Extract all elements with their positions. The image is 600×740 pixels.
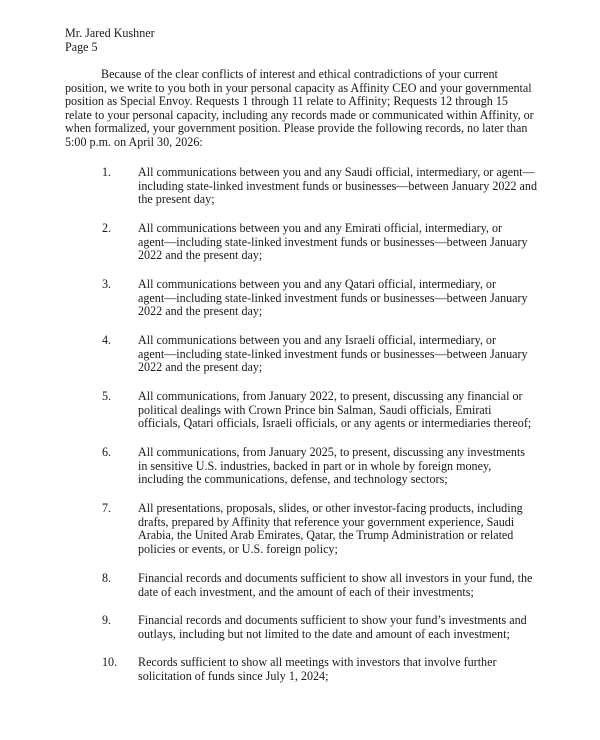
intro-line: when formalized, your government position. Please provide the following records, no later than — [65, 121, 528, 136]
request-line: Arabia, the United Arab Emirates, Qatar, the Trump Administration or related — [138, 528, 514, 543]
request-number: 7. — [102, 501, 112, 515]
page-number: Page 5 — [65, 39, 98, 54]
request-line: All communications between you and any Israeli official, intermediary, or — [138, 333, 496, 347]
request-text — [138, 614, 558, 641]
request-line: including the communications, defense, and technology sectors; — [138, 472, 448, 487]
request-line: All presentations, proposals, slides, or other investor-facing products, including — [138, 501, 523, 515]
request-line: Financial records and documents sufficient to show your fund’s investments and — [138, 613, 527, 627]
request-line: drafts, prepared by Affinity that reference your government experience, Saudi — [138, 514, 515, 529]
request-line: All communications between you and any Emirati official, intermediary, or — [138, 221, 503, 235]
request-number: 8. — [102, 571, 112, 585]
request-line: date of each investment, and the amount of each of their investments; — [138, 584, 474, 599]
recipient-name: Mr. Jared Kushner — [65, 26, 155, 40]
intro-line: 5:00 p.m. on April 30, 2026: — [65, 134, 203, 149]
request-number: 9. — [102, 613, 112, 627]
request-line: 2022 and the present day; — [138, 248, 263, 263]
request-line: 2022 and the present day; — [138, 360, 263, 375]
request-line: All communications between you and any Qatari official, intermediary, or — [138, 277, 496, 291]
request-number: 3. — [102, 277, 112, 291]
request-text — [138, 656, 558, 683]
request-number: 10. — [102, 655, 118, 669]
request-line: agent—including state-linked investment funds or businesses—between January — [138, 346, 528, 361]
request-line: Financial records and documents sufficient to show all investors in your fund, the — [138, 571, 533, 585]
request-line: 2022 and the present day; — [138, 304, 263, 319]
request-number: 1. — [102, 165, 112, 179]
request-line: policies or events, or U.S. foreign policy; — [138, 541, 338, 556]
request-line: outlays, including but not limited to the date and amount of each investment; — [138, 626, 510, 641]
request-text — [138, 502, 558, 556]
request-line: agent—including state-linked investment funds or businesses—between January — [138, 234, 528, 249]
request-line: All communications, from January 2022, to present, discussing any financial or — [138, 389, 523, 403]
request-line: officials, Qatari officials, Israeli officials, or any agents or intermediaries thereof; — [138, 416, 532, 431]
intro-line: Because of the clear conflicts of interest and ethical contradictions of your current — [101, 67, 498, 81]
request-text — [138, 166, 558, 207]
request-line: solicitation of funds since July 1, 2024; — [138, 668, 329, 683]
request-number: 2. — [102, 221, 112, 235]
request-text — [138, 572, 558, 599]
intro-paragraph — [65, 68, 545, 150]
request-number: 6. — [102, 445, 112, 459]
request-line: agent—including state-linked investment funds or businesses—between January — [138, 290, 528, 305]
request-line: in sensitive U.S. industries, backed in part or in whole by foreign money, — [138, 458, 492, 473]
letter-header — [65, 27, 155, 54]
request-line: political dealings with Crown Prince bin Salman, Saudi officials, Emirati — [138, 402, 492, 417]
request-line: including state-linked investment funds or businesses—between January 2022 and — [138, 178, 538, 193]
request-text — [138, 334, 558, 375]
intro-line: position, we write to you both in your personal capacity as Affinity CEO and your governmental — [65, 80, 532, 95]
intro-line: position as Special Envoy. Requests 1 through 11 relate to Affinity; Requests 12 through 15 — [65, 94, 508, 109]
request-text — [138, 390, 558, 431]
request-number: 4. — [102, 333, 112, 347]
request-text — [138, 222, 558, 263]
request-text — [138, 446, 558, 487]
request-line: All communications, from January 2025, to present, discussing any investments — [138, 445, 525, 459]
request-line: the present day; — [138, 192, 215, 207]
request-number: 5. — [102, 389, 112, 403]
request-line: All communications between you and any Saudi official, intermediary, or agent— — [138, 165, 535, 179]
request-line: Records sufficient to show all meetings with investors that involve further — [138, 655, 497, 669]
request-text — [138, 278, 558, 319]
intro-line: relate to your personal capacity, including any records made or communicated within Affinity, or — [65, 107, 534, 122]
